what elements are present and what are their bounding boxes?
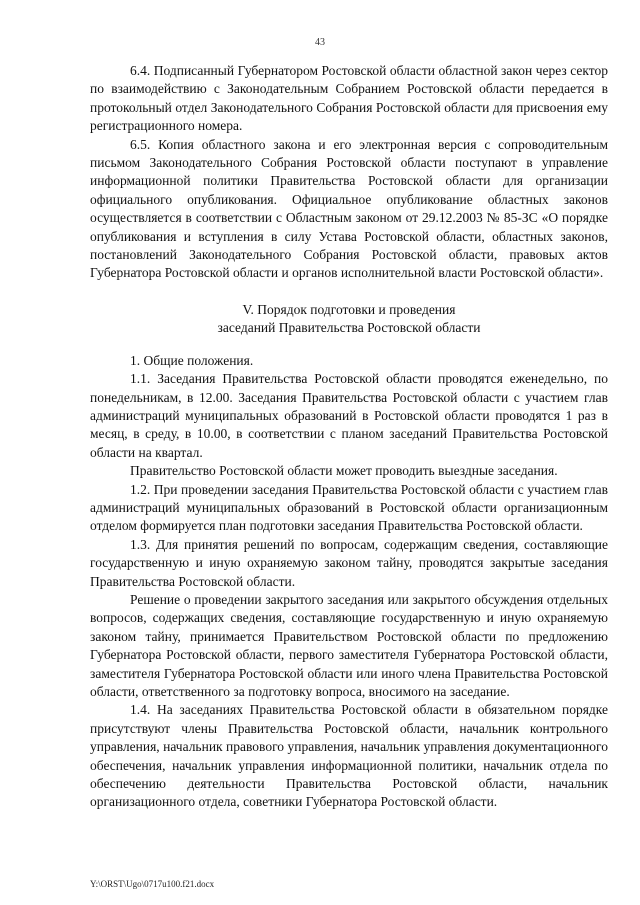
paragraph-6-5: 6.5. Копия областного закона и его электронная версия с сопроводительным письмом Законодательного Собрания Ростовской области поступают в управление информационной политики Правительства Ростовской области для организации официального опубликования. Официальное опубликование областных законов осуществляется в соответствии с Областным законом от 29.12.2003 № 85-ЗС «О порядке опубликования и вступления в силу Устава Ростовской области, областных законов, постановлений Законодательного Собрания Ростовской области, правовых актов Губернатора Ростовской области и органов исполнительной власти Ростовской области». bbox=[90, 136, 608, 281]
paragraph-1-4: 1.4. На заседаниях Правительства Ростовской области в обязательном порядке присутствуют члены Правительства Ростовской области, начальник контрольного управления, начальник правового управления, начальник управления документационного обеспечения, начальник управления информационной политики, начальник отдела по обеспечению деятельности Правительства Ростовской области, начальник организационного отдела, советники Губернатора Ростовской области. bbox=[90, 702, 608, 810]
paragraph-1: 1. Общие положения. bbox=[130, 352, 254, 368]
section-title bbox=[90, 301, 608, 338]
paragraph-6-4: 6.4. Подписанный Губернатором Ростовской области областной закон через сектор по взаимодействию с Законодательным Собранием Ростовской области передается в протокольный отдел Законодательного Собрания Ростовской области для присвоения ему регистрационного номера. bbox=[90, 63, 608, 134]
footer-file-path: Y:\ORST\Ugo\0717u100.f21.docx bbox=[90, 879, 215, 889]
section-title-line-2: заседаний Правительства Ростовской области bbox=[217, 320, 481, 336]
paragraph-closed-session-decision: Решение о проведении закрытого заседания или закрытого обсуждения отдельных вопросов, содержащих сведения, составляющие государственную и иную охраняемую законом тайну, принимается Правительством Ростовской области по предложению Губернатора Ростовской области, первого заместителя Губернатора Ростовской области, заместителя Губернатора Ростовской области или иного члена Правительства Ростовской области, ответственного за подготовку вопроса, вносимого на заседание. bbox=[90, 591, 608, 699]
section-title-line-1: V. Порядок подготовки и проведения bbox=[242, 301, 456, 317]
paragraph-1-2: 1.2. При проведении заседания Правительства Ростовской области с участием глав администраций муниципальных образований в Ростовской области организационным отделом формируется план подготовки заседания Правительства Ростовской области. bbox=[90, 481, 608, 534]
paragraph-1-3: 1.3. Для принятия решений по вопросам, содержащим сведения, составляющие государственную и иную охраняемую законом тайну, проводятся закрытые заседания Правительства Ростовской области. bbox=[90, 536, 608, 589]
paragraph-1-1: 1.1. Заседания Правительства Ростовской области проводятся еженедельно, по понедельникам, в 12.00. Заседания Правительства Ростовской области с участием глав администраций муниципальных образований в Ростовской области проводятся 1 раз в месяц, в среду, в 10.00, в соответствии с планом заседаний Правительства Ростовской области на квартал. bbox=[90, 371, 608, 460]
document-body bbox=[90, 62, 608, 812]
paragraph-field-sessions: Правительство Ростовской области может проводить выездные заседания. bbox=[130, 463, 558, 479]
page-number: 43 bbox=[315, 37, 325, 48]
